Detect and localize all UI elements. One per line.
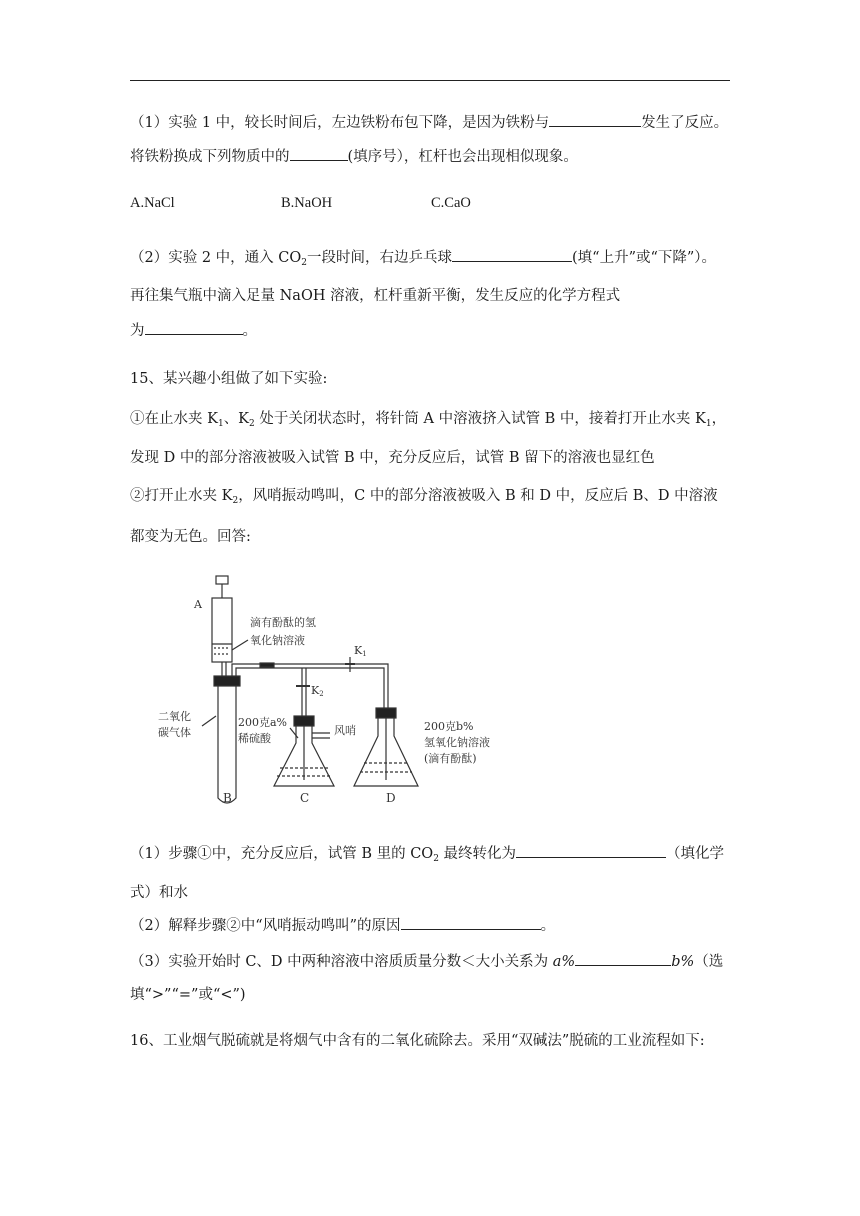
- apparatus-diagram: [150, 568, 520, 808]
- header-rule: [130, 80, 730, 81]
- q15-answer2: （2）解释步骤②中“风哨振动鸣叫”的原因 。: [130, 915, 555, 936]
- syringe-plunger-cap: [216, 576, 228, 584]
- co2-label-2: 碳气体: [158, 726, 191, 739]
- q14-part2-line1: （2）实验 2 中，通入 $CO_2$一段时间，右边乒乓球 (填“上升”或“下降”）。: [130, 247, 716, 268]
- q14-part2-line3: 为 。: [130, 320, 257, 341]
- answer-blank[interactable]: [575, 951, 671, 966]
- q14-part2-line2: 再往集气瓶中滴入足量 NaOH 溶液，杠杆重新平衡，发生反应的化学方程式: [130, 288, 621, 304]
- answer-blank[interactable]: [516, 843, 666, 858]
- flask-d-label-1: 200克b%: [424, 720, 474, 733]
- syringe-solution-label-2: 氧化钠溶液: [250, 634, 305, 647]
- co2-label-1: 二氧化: [158, 710, 191, 723]
- stopper-c: [294, 716, 314, 726]
- answer-blank[interactable]: [401, 915, 541, 930]
- whistle-label: 风哨: [334, 724, 356, 737]
- q16-title: 16、工业烟气脱硫就是将烟气中含有的二氧化硫除去。采用“双碱法”脱硫的工业流程如下:: [130, 1033, 705, 1049]
- option-c: C.CaO: [431, 195, 471, 211]
- stopper-b: [214, 676, 240, 686]
- q15-answer3-line1: （3）实验开始时 C、D 中两种溶液中溶质质量分数＜大小关系为 a% b%（选: [130, 951, 723, 972]
- q15-step2-line1: ②打开止水夹 $K_2$，风哨振动鸣叫，C 中的部分溶液被吸入 B 和 D 中，反应后 B、D 中溶液: [130, 488, 718, 506]
- q15-answer3-line2: 填“>”“=”或“<”): [130, 987, 246, 1003]
- label-a: A: [194, 598, 202, 611]
- q15-step2-line2: 都变为无色。回答:: [130, 529, 251, 545]
- q15-answer1-line1: （1）步骤①中，充分反应后，试管 B 里的 $CO_2$ 最终转化为 （填化学: [130, 843, 724, 864]
- flask-c-label-2: 稀硫酸: [238, 732, 271, 745]
- label-b: B: [223, 791, 232, 805]
- syringe-solution-label-1: 滴有酚酞的氢: [250, 616, 316, 629]
- answer-blank[interactable]: [452, 247, 572, 262]
- q15-title: 15、某兴趣小组做了如下实验:: [130, 371, 328, 387]
- test-tube-b: [218, 686, 236, 803]
- answer-blank[interactable]: [549, 112, 641, 127]
- flask-d-label-2: 氢氧化钠溶液: [424, 736, 490, 749]
- answer-blank[interactable]: [145, 320, 243, 335]
- label-d: D: [386, 791, 396, 805]
- q15-answer1-line2: 式）和水: [130, 885, 188, 901]
- syringe-barrel: [212, 598, 232, 662]
- answer-blank[interactable]: [290, 146, 348, 161]
- label-k2: K2: [311, 684, 324, 698]
- label-k1: K1: [354, 644, 367, 658]
- flask-c-label-1: 200克a%: [238, 716, 288, 729]
- q14-part1-line2: 将铁粉换成下列物质中的 (填序号），杠杆也会出现相似现象。: [130, 146, 578, 167]
- flask-d-label-3: (滴有酚酞): [424, 752, 477, 765]
- option-a: A.NaCl: [130, 195, 175, 211]
- option-b: B.NaOH: [281, 195, 333, 211]
- q14-part1-line1: （1）实验 1 中，较长时间后，左边铁粉布包下降，是因为铁粉与 发生了反应。: [130, 112, 728, 133]
- label-c: C: [300, 791, 310, 805]
- q15-step1-line1: ①在止水夹 $K_1$、$K_2$ 处于关闭状态时，将针筒 A 中溶液挤入试管 B 中，接着打开止水夹 $K_1$，: [130, 411, 727, 429]
- q15-step1-line2: 发现 D 中的部分溶液被吸入试管 B 中，充分反应后，试管 B 留下的溶液也显红色: [130, 450, 655, 466]
- stopper-d: [376, 708, 396, 718]
